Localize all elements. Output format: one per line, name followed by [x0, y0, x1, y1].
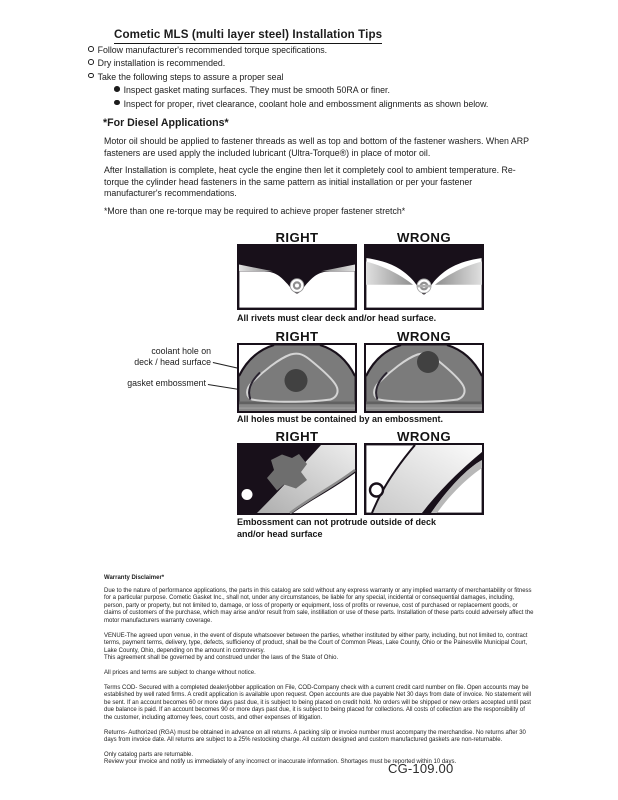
fig1-caption: All rivets must clear deck and/or head surface. [237, 313, 437, 323]
diesel-paragraph-1: Motor oil should be applied to fastener threads as well as top and bottom of the fastener washers. When ARP fasteners are used apply the included lubricant (Ultra-Torque®) in place of motor oil. [104, 136, 529, 158]
disclaimer-paragraph: VENUE-The agreed upon venue, in the event of dispute whatsoever between the parties, whether instituted by either party, including, but not limited to, contract terms, payment terms, delivery, type, defects, sufficiency of product, shall be the Court of Common Pleas, Lake County, Ohio or the Painesville Municipal Court, Lake County, Ohio, depending on the amount in controversy. [104, 632, 528, 654]
fig2-right-label: RIGHT [275, 329, 319, 344]
fig1-right-label: RIGHT [275, 230, 319, 245]
protrusion-right-diagram [237, 443, 357, 515]
disclaimer-paragraph: Review your invoice and notify us immediately of any incorrect or inaccurate information. Shortages must be reported within 10 days. [104, 759, 457, 766]
circle-bullet-icon [88, 46, 94, 52]
list-item-text: Inspect gasket mating surfaces. They must be smooth 50RA or finer. [123, 85, 390, 96]
list-item-text: Take the following steps to assure a proper seal [97, 71, 284, 82]
embossment-right-diagram [237, 343, 357, 413]
list-item [88, 57, 558, 70]
list-item [114, 84, 558, 97]
embossment-wrong-diagram [364, 343, 484, 413]
gasket-embossment-callout: gasket embossment [127, 378, 206, 388]
disclaimer-paragraph: All prices and terms are subject to change without notice. [104, 669, 256, 676]
fig3-caption-line1: Embossment can not protrude outside of deck [237, 517, 437, 527]
fig3-wrong-label: WRONG [396, 429, 451, 444]
fig2-wrong-label: WRONG [396, 329, 451, 344]
list-item [88, 71, 558, 84]
list-item [114, 98, 558, 111]
list-item [88, 44, 558, 57]
disclaimer-paragraph: Returns- Authorized (RGA) must be obtained in advance on all returns. A packing slip or invoice number must accompany the merchandise. No returns after 30 days from invoice date. All returns are subject to a 25% restocking charge. All custom designed and custom manufactured gaskets are non-returnable. [104, 729, 526, 744]
disclaimer-paragraph: This agreement shall be governed by and construed under the laws of the State of Ohio. [104, 655, 339, 662]
dot-bullet-icon [114, 86, 120, 92]
protrusion-wrong-diagram [364, 443, 484, 515]
diesel-section-heading: *For Diesel Applications* [103, 117, 229, 129]
dot-bullet-icon [114, 100, 120, 106]
diesel-paragraph-2: After Installation is complete, heat cycle the engine then let it completely cool to ambient temperature. Re-torque the cylinder head fasteners in the same pattern as initial installation or per your fastener manufacturer's recommendations. [104, 165, 516, 198]
tips-bullet-list [88, 44, 558, 111]
disclaimer-paragraph: Due to the nature of performance applications, the parts in this catalog are sold without any express warranty or any implied warranty of merchantability or fitness for a particular purpose. Cometic Gasket Inc., shall not, under any circumstances, be liable for any special, incidental or consequential damages, including, person, party or property, but not limited to, damage, or loss of property or equipment, loss of profits or revenue, cost of purchased or replacement goods, or claims of customers of the purchase, which may arise and/or result from sale, instillation or use of these parts. Installation of these parts could adversely affect the motor manufacturers warranty coverage. [104, 587, 534, 624]
list-item-text: Dry installation is recommended. [97, 58, 226, 69]
fig2-caption: All holes must be contained by an embossment. [237, 414, 444, 424]
catalog-number: CG-109.00 [388, 761, 454, 776]
rivet-right-diagram [237, 244, 357, 310]
disclaimer-heading: Warranty Disclaimer* [104, 575, 165, 581]
retorque-note: *More than one re-torque may be required to achieve proper fastener stretch* [104, 206, 406, 216]
coolant-hole-callout [80, 346, 211, 367]
circle-bullet-icon [88, 73, 94, 79]
page-title: Cometic MLS (multi layer steel) Installation Tips [114, 28, 382, 44]
fig3-right-label: RIGHT [275, 429, 319, 444]
fig1-wrong-label: WRONG [396, 230, 451, 245]
disclaimer-paragraph: Only catalog parts are returnable. [104, 751, 194, 758]
fig3-caption [237, 517, 467, 540]
list-item-text: Inspect for proper, rivet clearance, coolant hole and embossment alignments as shown below. [123, 98, 489, 109]
circle-bullet-icon [88, 59, 94, 65]
callout-text: deck / head surface [134, 356, 211, 367]
warranty-disclaimer [104, 575, 534, 767]
rivet-wrong-diagram [364, 244, 484, 310]
fig3-caption-line2: and/or head surface [237, 528, 323, 539]
callout-text: coolant hole on [151, 346, 211, 356]
list-item-text: Follow manufacturer's recommended torque specifications. [97, 45, 328, 55]
disclaimer-paragraph: Terms COD- Secured with a completed dealer/jobber application on File, COD-Company check with a current credit card number on file. Open accounts may be established by well rated firms. A credit application is available upon request. Open accounts are due payable Net 30 days from date of invoice. No statement will be sent. If an account becomes 60 or more days past due, it is subject to being placed on credit hold. No orders will be shipped or new orders accepted until past due balance is paid. If an account becomes 90 or more days past due, it is subject to being placed for collections. All costs of collection are the responsibility of the customer, including attorney fees, court costs, and other expenses of litigation. [104, 684, 531, 721]
